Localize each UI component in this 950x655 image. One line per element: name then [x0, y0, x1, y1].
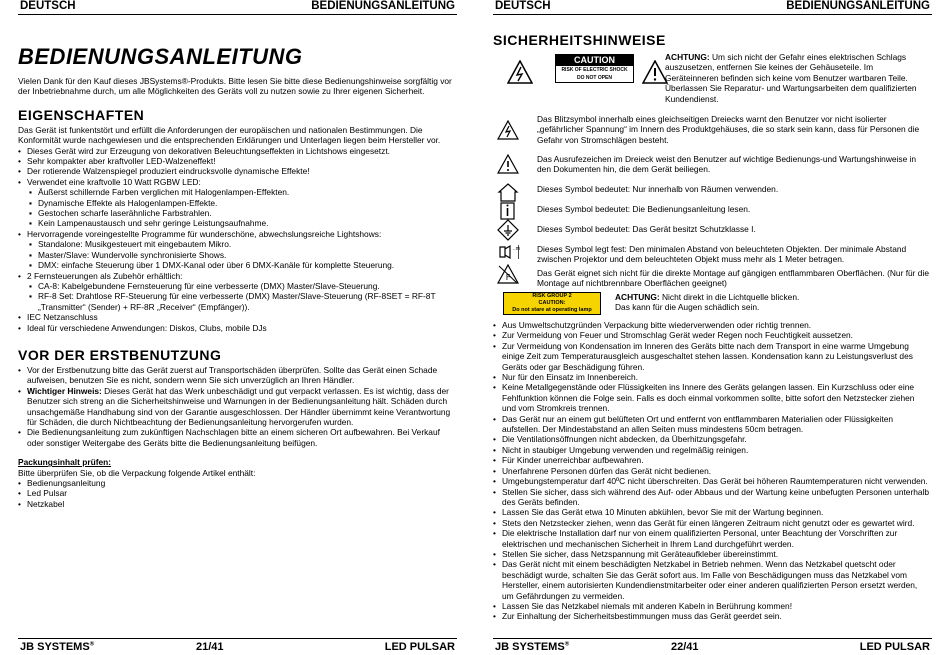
list-item: ▪ Kein Lampenaustausch und sehr geringe Leistungsaufnahme.: [18, 218, 455, 228]
symbol-row-indoor: [493, 184, 930, 204]
list-item: • Nur für den Einsatz im Innenbereich.: [493, 372, 930, 382]
list-item: • Zur Einhaltung der Sicherheitsbestimmungen muss das Gerät geerdet sein.: [493, 611, 930, 621]
page-header: [18, 0, 457, 15]
list-item: ▪ CA-8: Kabelgebundene Fernsteuerung für eine verbesserte (DMX) Master/Slave-Steuerung.: [18, 281, 455, 291]
list-item: • Das Gerät nur an einem gut belüfteten Ort und entfernt von entflammbaren Materialien oder Flüssigkeiten aufstellen. Der Mindestabstand an allen Seiten muss mindestens 50cm betragen.: [493, 414, 930, 435]
list-item: [18, 386, 455, 428]
symbol-row-class1: [493, 224, 930, 244]
list-item: ▪ Äußerst schillernde Farben verglichen mit Halogenlampen-Effekten.: [18, 187, 455, 197]
header-language: DEUTSCH: [495, 0, 551, 12]
distance-mark: ..m: [513, 246, 520, 252]
list-item: • Aus Umweltschutzgründen Verpackung bitte wiederverwenden oder richtig trennen.: [493, 320, 930, 330]
before-use-list: [18, 365, 455, 448]
risk-group-label: [503, 292, 601, 315]
list-item: • Für Kinder unerreichbar aufbewahren.: [493, 455, 930, 465]
class1-description: Dieses Symbol bedeutet: Das Gerät besitzt Schutzklasse I.: [537, 224, 756, 234]
caution-label-box: [555, 54, 634, 83]
list-item: • Die Bedienungsanleitung zum zukünftigen Nachschlagen bitte an einem sicheren Ort aufbewahren. Bei Verkauf oder sonstiger Weitergabe des Geräts bitte die Bedienungsanleitung beifügen.: [18, 427, 455, 448]
list-item: • Stellen Sie sicher, dass sich während des Auf- oder Abbaus und der Wartung keine unbefugten Personen unterhalb des Geräts befinden.: [493, 487, 930, 508]
distance-description: Dieses Symbol legt fest: Den minimalen Abstand von beleuchteten Objekten. Der minimale Abstand zwischen Projektor und dem beleuchteten Objekt muss mehr als 1 Meter betragen.: [537, 244, 907, 265]
list-item: • Zur Vermeidung von Kondensation im Inneren des Geräts bitte nach dem Transport in eine warme Umgebung einige Zeit zum Temperaturausgleich ausgeschaltet stehen lassen. Kondensation kann zu Leistungsverlust des Geräts oder gar Beschädigung führen.: [493, 341, 930, 372]
features-heading: EIGENSCHAFTEN: [18, 106, 145, 123]
list-item: • IEC Netzanschluss: [18, 312, 455, 322]
features-intro: Das Gerät ist funkentstört und erfüllt die Anforderungen der europäischen und nationalen Bestimmungen. Die Konformität wurde nachgewiesen und die entsprechenden Erklärungen und Unterlagen liegen beim Hersteller vor.: [18, 124, 441, 146]
risk-group-title: RISK GROUP 2: [532, 293, 572, 299]
features-list: [18, 146, 455, 188]
package-intro: Bitte überprüfen Sie, ob die Verpackung folgende Artikel enthält:: [18, 467, 256, 478]
remote-sublist: [18, 281, 455, 312]
list-item: • Bedienungsanleitung: [18, 478, 455, 488]
list-item: • Zur Vermeidung von Feuer und Stromschlag Gerät weder Regen noch Feuchtigkeit aussetzen.: [493, 330, 930, 340]
risk-group-caution: CAUTION:: [538, 300, 566, 306]
safety-list: [493, 320, 930, 622]
list-item: ▪ RF-8 Set: Drahtlose RF-Steuerung für eine verbesserte (DMX) Master/Slave-Steuerung (RF-8SET = RF-8T „Transmitter“ (Sender) + RF-8R „Receiver“ (Empfänger)).: [18, 291, 455, 312]
important-note-text: Dieses Gerät hat das Werk unbeschädigt und gut verpackt verlassen. Es ist wichtig, dass der Benutzer sich streng an die Sicherheitshinweise und Warnungen in der Bedienungsanleitung hält. Schäden durch unsachgemäße Handhabung sind von der Garantie ausgeschlossen. Der Händler übernimmt keine Verantwortung für Schäden, die durch Nichtbeachtung der Bedienungsanleitung hervorgerufen wurden.: [27, 385, 451, 427]
led-sublist: [18, 187, 455, 229]
page-right: [475, 0, 950, 654]
symbol-row-manual: [493, 204, 930, 224]
list-item: • Stets den Netzstecker ziehen, wenn das Gerät für einen längeren Zeitraum nicht genutzt oder es gewartet wird.: [493, 518, 930, 528]
flammable-description: Das Gerät eignet sich nicht für die direkte Montage auf gängigen entflammbaren Oberflächen. (Nur für die Montage auf nichtbrennbare Oberflächen geeignet): [537, 268, 929, 289]
page-content: [18, 20, 455, 509]
features-list: [18, 271, 455, 281]
caution-block: [493, 52, 930, 112]
list-item: • Hervorragende voreingestellte Programme für wunderschöne, abwechslungsreiche Lightshows:: [18, 229, 455, 239]
caution-shock: RISK OF ELECTRIC SHOCK: [561, 67, 628, 73]
footer-product: LED PULSAR: [384, 641, 455, 653]
list-item: • Umgebungstemperatur darf 40ºC nicht überschreiten. Das Gerät bei höheren Raumtemperaturen nicht verwenden.: [493, 476, 930, 486]
page-footer: [493, 638, 932, 655]
symbol-row-flammable: [493, 268, 930, 288]
svg-text:F: F: [505, 273, 511, 282]
list-item: ▪ Gestochen scharfe laserähnliche Farbstrahlen.: [18, 208, 455, 218]
list-item: • Das Gerät nicht mit einem beschädigten Netzkabel in Betrieb nehmen. Wenn das Netzkabel quetscht oder beschädigt wurde, schalten Sie das Gerät sofort aus. Im Falle von Beschädigungen muss das Netzkabel vom Hersteller, einem autorisierten Kundendienstmitarbeiter oder einer anderen qualifizierten Person ersetzt werden, um Gefährdungen zu vermeiden.: [493, 559, 930, 601]
package-heading: Packungsinhalt prüfen:: [18, 457, 112, 468]
warning-text: Um sich nicht der Gefahr eines elektrischen Schlags auszusetzen, entfernen Sie keines der Gehäuseteile. Im Geräteinneren befinden sich keine vom Benutzer wartbaren Teile. Überlassen Sie Reparatur- und Wartungsarbeiten dem qualifizierten Kundendienst.: [665, 52, 917, 104]
caution-label: CAUTION: [556, 55, 633, 66]
not-flammable-surface-icon: [497, 264, 519, 286]
list-item: • Der rotierende Walzenspiegel produziert eindrucksvolle dynamische Effekte!: [18, 166, 455, 176]
warning-label: ACHTUNG:: [665, 52, 710, 62]
indoor-description: Dieses Symbol bedeutet: Nur innerhalb von Räumen verwenden.: [537, 184, 779, 194]
page-content: [493, 20, 930, 622]
rg-warning-label: ACHTUNG:: [615, 292, 660, 302]
list-item: ▪ DMX: einfache Steuerung über 1 DMX-Kanal oder über 6 DMX-Kanäle für komplette Steuerung.: [18, 260, 455, 270]
lightning-triangle-icon: [497, 120, 519, 142]
list-item: • 2 Fernsteuerungen als Zubehör erhältlich:: [18, 271, 455, 281]
list-item: • Ideal für verschiedene Anwendungen: Diskos, Clubs, mobile DJs: [18, 323, 455, 333]
rg-warning-text: Nicht direkt in die Lichtquelle blicken.: [659, 292, 800, 302]
lightning-description: Das Blitzsymbol innerhalb eines gleichseitigen Dreiecks warnt den Benutzer vor nicht isolierter „gefährlicher Spannung“ im Innern des Produktgehäuses, die so stark sein kann, dass für Personen die Gefahr von Stromschlägen besteht.: [537, 114, 920, 145]
list-item: • Nicht in staubiger Umgebung verwenden und regelmäßig reinigen.: [493, 445, 930, 455]
package-list: [18, 478, 455, 509]
important-note-label: Wichtiger Hinweis:: [27, 385, 102, 396]
list-item: • Lassen Sie das Gerät etwa 10 Minuten abkühlen, bevor Sie mit der Wartung beginnen.: [493, 507, 930, 517]
protection-class-icon: [497, 219, 519, 241]
page-footer: [18, 638, 457, 655]
footer-brand: JB SYSTEMS®: [20, 641, 95, 653]
risk-group-stare: Do not stare at operating lamp: [512, 307, 592, 313]
page-number: 21/41: [196, 641, 224, 653]
risk-group-warning: [615, 292, 799, 302]
page-number: 22/41: [671, 641, 699, 653]
list-item: • Dieses Gerät wird zur Erzeugung von dekorativen Beleuchtungseffekten in Lichtshows eingesetzt.: [18, 146, 455, 156]
header-language: DEUTSCH: [20, 0, 76, 12]
footer-product: LED PULSAR: [859, 641, 930, 653]
list-item: • Unerfahrene Personen dürfen das Gerät nicht bedienen.: [493, 466, 930, 476]
list-item: • Verwendet eine kraftvolle 10 Watt RGBW LED:: [18, 177, 455, 187]
features-list: [18, 312, 455, 333]
lightning-triangle-icon: [507, 60, 533, 84]
programs-sublist: [18, 239, 455, 270]
header-title: BEDIENUNGSANLEITUNG: [311, 0, 455, 12]
list-item: ▪ Dynamische Effekte als Halogenlampen-Effekte.: [18, 198, 455, 208]
caution-warning: [665, 52, 920, 104]
safety-heading: SICHERHEITSHINWEISE: [493, 32, 666, 48]
list-item: ▪ Master/Slave: Wundervolle synchronisierte Shows.: [18, 250, 455, 260]
list-item: • Vor der Erstbenutzung bitte das Gerät zuerst auf Transportschäden überprüfen. Sollte das Gerät einen Schade aufweisen, benutzen Sie es nicht, sondern wenn Sie sich unverzüglich an Ihren Händler.: [18, 365, 455, 386]
page-title: BEDIENUNGSANLEITUNG: [18, 44, 303, 69]
list-item: • Die elektrische Installation darf nur von einem qualifizierten Personal, unter Beachtung der Vorschriften zur elektrischen und mechanischen Sicherheit in Ihrem Land durchgeführt werden.: [493, 528, 930, 549]
symbol-row-distance: [493, 244, 930, 268]
list-item: • Lassen Sie das Netzkabel niemals mit anderen Kabeln in Berührung kommen!: [493, 601, 930, 611]
before-use-heading: VOR DER ERSTBENUTZUNG: [18, 346, 222, 363]
page-header: [493, 0, 932, 15]
symbol-row-exclamation: [493, 154, 930, 182]
list-item: • Sehr kompakter aber kraftvoller LED-Walzeneffekt!: [18, 156, 455, 166]
risk-group-warning-2: Das kann für die Augen schädlich sein.: [615, 302, 760, 312]
page-left: [0, 0, 475, 654]
manual-description: Dieses Symbol bedeutet: Die Bedienungsanleitung lesen.: [537, 204, 751, 214]
list-item: ▪ Standalone: Musikgesteuert mit eingebautem Mikro.: [18, 239, 455, 249]
exclamation-description: Das Ausrufezeichen im Dreieck weist den Benutzer auf wichtige Bedienungs-und Wartungshinweise in den Dokumenten hin, die dem Gerät beiliegen.: [537, 154, 917, 175]
caution-open: DO NOT OPEN: [576, 75, 612, 81]
header-title: BEDIENUNGSANLEITUNG: [786, 0, 930, 12]
features-list: [18, 229, 455, 239]
list-item: • Led Pulsar: [18, 488, 455, 498]
list-item: • Keine Metallgegenstände oder Flüssigkeiten ins Innere des Geräts gelangen lassen. Ein Kurzschluss oder eine Fehlfunktion können die Folge sein. Falls es doch einmal vorkommen sollte, bitte sofort den Netzstecker ziehen und vom Stromkreis trennen.: [493, 382, 930, 413]
list-item: • Netzkabel: [18, 499, 455, 509]
footer-brand: JB SYSTEMS®: [495, 641, 570, 653]
exclamation-triangle-icon: [497, 154, 519, 176]
list-item: • Stellen Sie sicher, dass Netzspannung mit Geräteaufkleber übereinstimmt.: [493, 549, 930, 559]
symbol-row-lightning: [493, 114, 930, 148]
list-item: • Die Ventilationsöffnungen nicht abdecken, da Überhitzungsgefahr.: [493, 434, 930, 444]
risk-group-block: [493, 290, 930, 320]
intro-paragraph: Vielen Dank für den Kauf dieses JBSystems®-Produkts. Bitte lesen Sie bitte diese Bedienungshinweise sorgfältig vor der Inbetriebnahme durch, um alle Möglichkeiten des Geräts voll zu nutzen sowie zu Ihrer eigenen Sicherheit.: [18, 76, 452, 97]
